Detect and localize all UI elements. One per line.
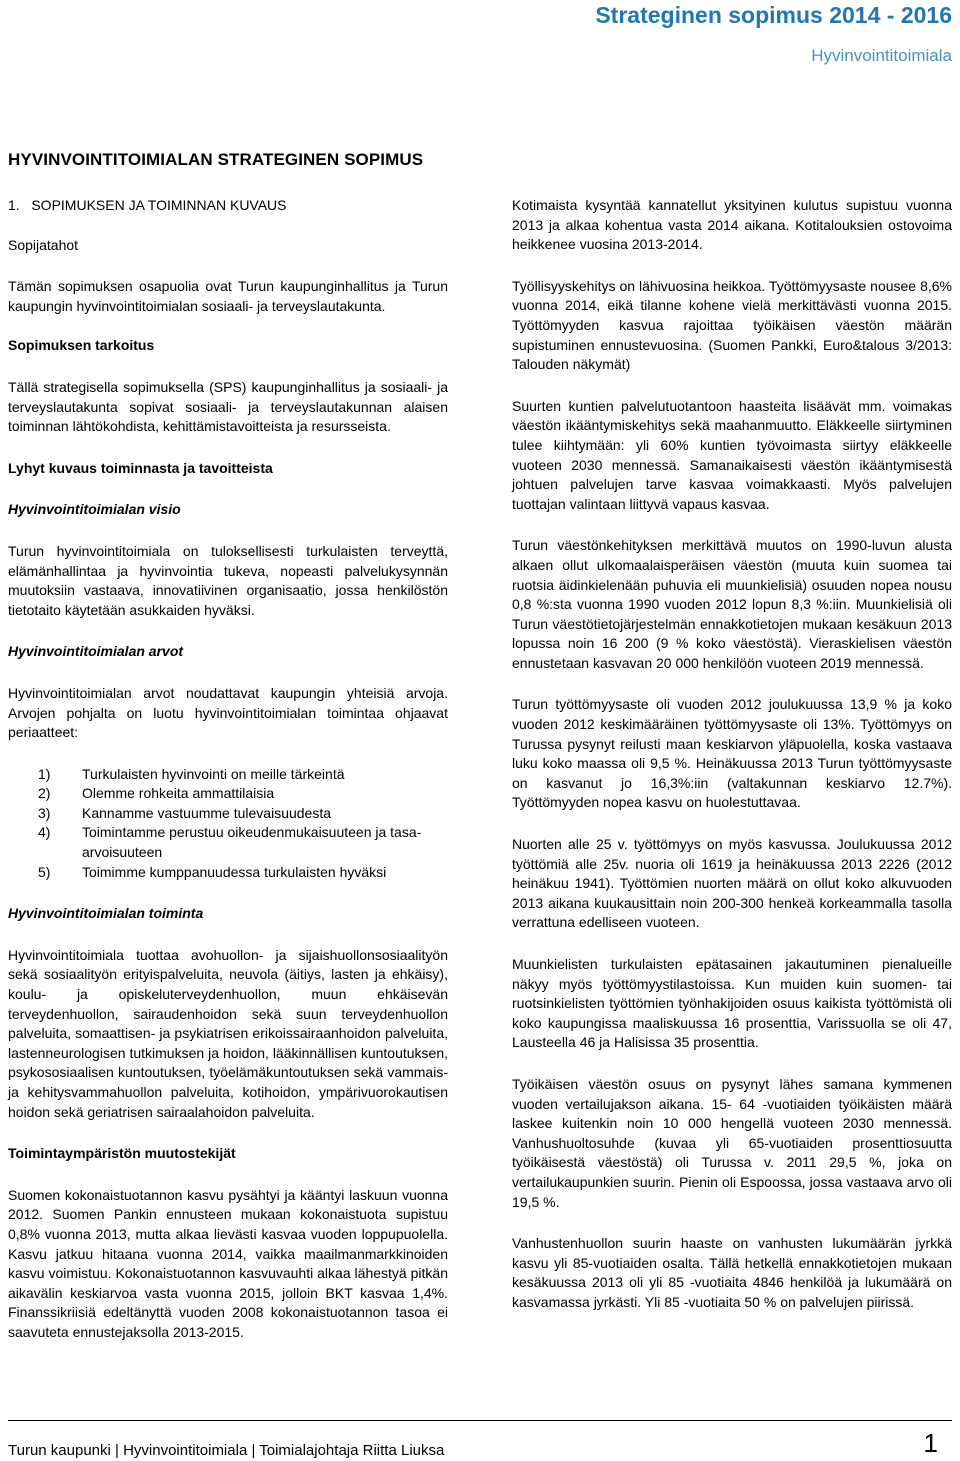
footer-text: Turun kaupunki | Hyvinvointitoimiala | Toimialajohtaja Riitta Liuksa: [8, 1442, 445, 1459]
list-item-text: Olemme rohkeita ammattilaisia: [82, 785, 275, 802]
right-column: [512, 196, 952, 1313]
paragraph-kysynta: Kotimaista kysyntää kannatellut yksityinen kulutus supistuu vuonna 2013 ja alkaa kohentua vasta 2014 aikana. Kotitalouksien ostovoima heikkenee vuosina 2013-2014.: [512, 197, 952, 253]
list-item: [38, 765, 448, 785]
paragraph-palvelutuotanto: Suurten kuntien palvelutuotantoon haasteita lisäävät mm. voimakas väestön ikääntymiskehitys sekä maahanmuutto. Eläkkeelle siirtyminen tulee kiihtymään: yli 60% kuntien työvoimasta siirtyy eläkkeelle vuoteen 2030 mennessä. Samanaikaisesti väestön ikääntymisestä johtuen palvelujen tarve kasvaa voimakkaasti. Myös palvelujen tuottajan valintaan liittyvä vapaus kasvaa.: [512, 397, 952, 512]
sopijatahot-heading: Sopijatahot: [8, 236, 79, 253]
arvot-heading: Hyvinvointitoimialan arvot: [8, 643, 184, 660]
section-heading: 1. SOPIMUKSEN JA TOIMINNAN KUVAUS: [8, 197, 287, 213]
muutos-heading: Toimintaympäristön muutostekijät: [8, 1145, 236, 1162]
header-subtitle: Hyvinvointitoimiala: [811, 46, 952, 65]
values-list: [8, 765, 448, 883]
muutos-text: Suomen kokonaistuotannon kasvu pysähtyi ja kääntyi laskuun vuonna 2012. Suomen Pankin ennusteen mukaan kokonaistuota supistuu 0,8% vuonna 2013, mutta alkaa lievästi kasvaa vuoden loppupuolella. Kasvu jatkuu hitaana vuonna 2014, vaikka maailmanmarkkinoiden kasvu voimistuu. Kokonaistuotannon kasvuvauhti alkaa lähestyä pitkän aikavälin keskiarvoa vasta vuonna 2015, jolloin BKT kasvaa 1,4%. Finanssikriisiä edeltänyttä vuoden 2008 kokonaistuotannon tasoa ei saavuteta ennustejaksolla 2013-2015.: [8, 1186, 448, 1340]
list-item: [38, 804, 448, 824]
list-item-number: 2): [38, 785, 51, 802]
visio-heading: Hyvinvointitoimialan visio: [8, 501, 181, 518]
page-number: 1: [923, 1428, 938, 1458]
list-item-number: 1): [38, 765, 51, 782]
paragraph-tyollisyys: Työllisyyskehitys on lähivuosina heikkoa. Työttömyysaste nousee 8,6% vuonna 2014, eikä tilanne kohene vielä merkittävästi vuonna 2015. Työttömyyden kasvua rajoittaa työikäisen väestön määrän supistuminen ennustevuosina. (Suomen Pankki, Euro&talous 3/2013: Talouden näkymät): [512, 277, 952, 373]
paragraph-tyoikaiset: Työikäisen väestön osuus on pysynyt lähes samana kymmenen vuoden vertailujakson aikana. 15- 64 -vuotiaiden työikäisten määrä laskee kuitenkin noin 10 000 hengellä vuoteen 2030 mennessä. Vanhushuoltosuhde (kuvaa yli 65-vuotiaiden prosenttiosuutta työikäisestä väestöstä) oli Turussa v. 2011 29,5 %, joka on vertailukaupunkien suurin. Pienin oli Espoossa, jossa vastaava arvo oli 19,5 %.: [512, 1075, 952, 1210]
sopijatahot-text: Tämän sopimuksen osapuolia ovat Turun kaupunginhallitus ja Turun kaupungin hyvinvointitoimialan sosiaali- ja terveyslautakunta.: [8, 278, 448, 314]
document-title: HYVINVOINTITOIMIALAN STRATEGINEN SOPIMUS: [8, 150, 424, 169]
paragraph-nuoret: Nuorten alle 25 v. työttömyys on myös kasvussa. Joulukuussa 2012 työttömiä alle 25v. nuoria oli 1619 ja heinäkuussa 2013 2226 (2012 heinäkuu 1941). Työttömien nuorten määrä on ollut koko alkuvuoden 2013 aikana kuukausittain noin 200-300 henkeä korkeammalla tasolla verrattuna edelliseen vuoteen.: [512, 836, 952, 931]
footer-divider: [8, 1420, 952, 1421]
paragraph-vanhustenhuolto: Vanhustenhuollon suurin haaste on vanhusten lukumäärän jyrkkä kasvu yli 85-vuotiaiden osalta. Tällä hetkellä ennakkotietojen mukaan kesäkuussa 2013 oli yli 85 -vuotiaita 4846 henkilöä ja lukumäärä on kasvamassa jyrkästi. Yli 85 -vuotiaita 50 % on palvelujen piirissä.: [512, 1235, 952, 1310]
paragraph-vaestonkehitys: Turun väestönkehityksen merkittävä muutos on 1990-luvun alusta alkaen ollut ulkomaalaisperäisen väestön (muuta kuin suomea tai ruotsia äidinkielenään puhuvia eli muunkielisiä) osuuden nopea nousu 0,8 %:sta vuonna 1990 vuoden 2012 lopun 8,3 %:iin. Muunkielisiä oli Turun väestötietojärjestelmän ennakkotietojen mukaan kesäkuun 2013 lopussa noin 16 200 (9 % koko väestöstä). Vieraskielisen väestön ennustetaan kasvavan 20 000 henkilöön vuoteen 2019 mennessä.: [512, 537, 952, 671]
tarkoitus-heading: Sopimuksen tarkoitus: [8, 337, 155, 354]
list-item-number: 4): [38, 824, 51, 841]
kuvaus-heading: Lyhyt kuvaus toiminnasta ja tavoitteista: [8, 459, 273, 476]
header-title: Strateginen sopimus 2014 - 2016: [595, 2, 952, 28]
left-column: [8, 196, 448, 1343]
paragraph-tyottomyysaste: Turun työttömyysaste oli vuoden 2012 joulukuussa 13,9 % ja koko vuoden 2012 keskimääräinen työttömyysaste oli 13%. Työttömyys on Turussa pysynyt reilusti maan keskiarvon yläpuolella, koska vastaava luku koko maassa oli 9,5 %. Heinäkuussa 2013 Turun työttömyysaste on kasvanut jo 16,3%:iin (valtakunnan keskiarvo 12.7%). Työttömyyden nopea kasvu on huolestuttavaa.: [512, 696, 952, 811]
list-item-number: 3): [38, 804, 51, 821]
paragraph-muunkieliset: Muunkielisten turkulaisten epätasainen jakautuminen pienalueille näkyy myös työttömyystilastoissa. Kun muiden kuin suomen- tai ruotsinkielisten työttömien työnhakijoiden osuus kaikista työttömistä oli koko kaupungissa maaliskuussa 16 prosenttia, Varissuolla se oli 47, Lausteella 46 ja Halisissa 35 prosenttia.: [512, 956, 952, 1051]
toiminta-text: Hyvinvointitoimiala tuottaa avohuollon- ja sijaishuollonsosiaalityön sekä sosiaalityön erityispalveluita, neuvola (äitiys, lasten ja ehkäisy), koulu- ja opiskeluterveydenhuollon, muun ehkäisevän terveydenhuollon, sairaudenhoidon sekä suun terveydenhuollon palveluita, somaattisen- ja psykiatrisen erikoissairaanhoidon palveluita, lastenneurologisen tutkimuksen ja hoidon, lääkinnällisen kuntoutuksen, psykososiaalisen kuntoutuksen, työelämäkuntoutuksen sekä vammais- ja kehitysvammahuollon palveluita, kotihoidon, ympärivuorokautisen hoidon sekä geriatrisen sairaalahoidon palveluita.: [8, 946, 448, 1120]
list-item: [38, 863, 448, 883]
list-item-text: Turkulaisten hyvinvointi on meille tärkeintä: [82, 765, 345, 782]
arvot-text: Hyvinvointitoimialan arvot noudattavat kaupungin yhteisiä arvoja. Arvojen pohjalta on luotu hyvinvointitoimialan toimintaa ohjaavat periaatteet:: [8, 684, 448, 741]
list-item-number: 5): [38, 863, 51, 880]
toiminta-heading: Hyvinvointitoimialan toiminta: [8, 905, 204, 922]
list-item-text: Toimimme kumppanuudessa turkulaisten hyväksi: [82, 863, 387, 880]
visio-text: Turun hyvinvointitoimiala on tuloksellisesti turkulaisten terveyttä, elämänhallintaa ja hyvinvointia tukeva, nopeasti palvelukysynnän muutoksiin vastaava, innovatiivinen organisaatio, jossa henkilöstön tietotaito käytetään asukkaiden hyväksi.: [8, 542, 448, 618]
list-item: [38, 784, 448, 804]
list-item-text: Kannamme vastuumme tulevaisuudesta: [82, 804, 332, 821]
list-item: [38, 823, 448, 862]
list-item-text: Toimintamme perustuu oikeudenmukaisuuteen ja tasa-arvoisuuteen: [82, 824, 422, 861]
tarkoitus-text: Tällä strategisella sopimuksella (SPS) kaupunginhallitus ja sosiaali- ja terveyslautakunta sopivat sosiaali- ja terveyslautakunnan alaisen toiminnan lähtökohdista, kehittämistavoitteista ja resursseista.: [8, 378, 448, 435]
